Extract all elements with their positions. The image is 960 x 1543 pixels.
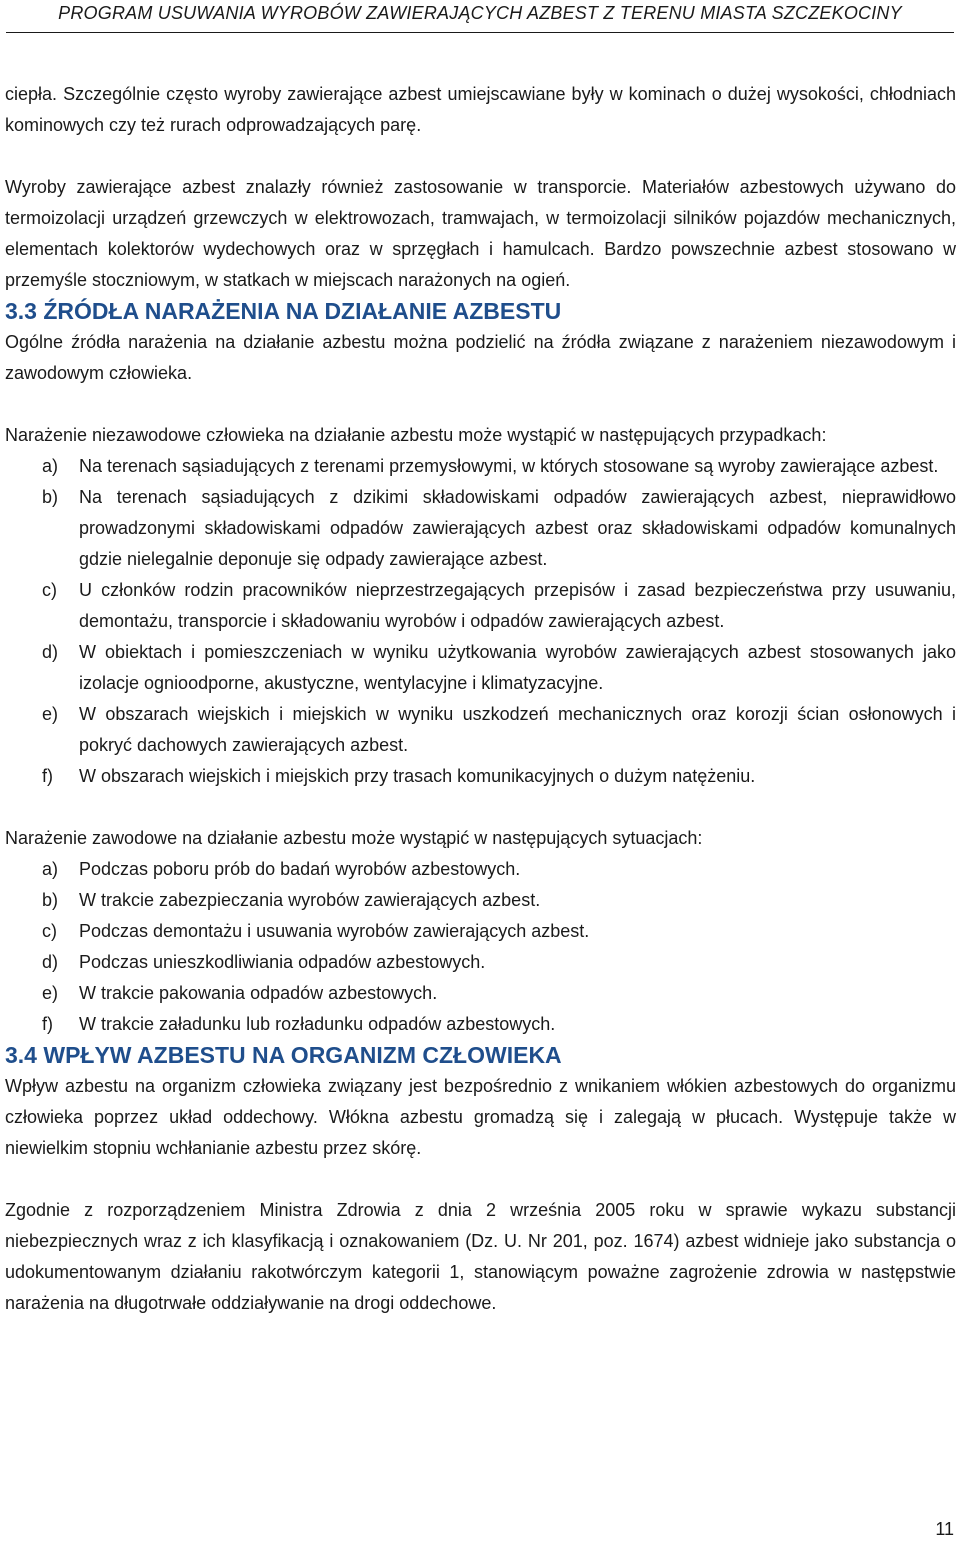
list-item	[5, 761, 956, 792]
list-marker: a)	[42, 859, 59, 879]
list-item	[5, 854, 956, 885]
list-item-text: Na terenach sąsiadujących z dzikimi składowiskami odpadów zawierających azbest, nieprawidłowo prowadzonymi składowiskami odpadów zawierających azbest oraz składowiskami odpadów komunalnych gdzie nielegalnie deponuje się odpady zawierające azbest.	[79, 487, 956, 569]
section-3-4-paragraph-1: Wpływ azbestu na organizm człowieka związany jest bezpośrednio z wnikaniem włókien azbestowych do organizmu człowieka poprzez układ oddechowy. Włókna azbestu gromadzą się i zalegają w płucach. Występuje także w niewielkim stopniu wchłanianie azbestu przez skórę.	[5, 1076, 956, 1158]
list-item	[5, 916, 956, 947]
list-item-text: Podczas poboru prób do badań wyrobów azbestowych.	[79, 859, 521, 879]
list-marker: b)	[42, 890, 59, 910]
list-item-text: Podczas unieszkodliwiania odpadów azbestowych.	[79, 952, 486, 972]
list-marker: d)	[42, 642, 59, 662]
list-item	[5, 699, 956, 761]
list-item-text: W trakcie pakowania odpadów azbestowych.	[79, 983, 438, 1003]
list-item-text: W obiektach i pomieszczeniach w wyniku użytkowania wyrobów zawierających azbest stosowanych jako izolacje ognioodporne, akustyczne, wentylacyjne i klimatyzacyjne.	[79, 642, 956, 693]
occupational-list	[5, 854, 956, 1040]
list-item	[5, 482, 956, 575]
paragraph-continuation: ciepła. Szczególnie często wyroby zawierające azbest umiejscawiane były w kominach o dużej wysokości, chłodniach kominowych czy też rurach odprowadzających parę.	[5, 84, 956, 135]
list-marker: d)	[42, 952, 59, 972]
list-item-text: W trakcie załadunku lub rozładunku odpadów azbestowych.	[79, 1014, 556, 1034]
document-body	[5, 79, 956, 1319]
list-item	[5, 575, 956, 637]
header-divider	[6, 32, 954, 33]
section-heading-3-3: 3.3 ŹRÓDŁA NARAŻENIA NA DZIAŁANIE AZBESTU	[5, 298, 562, 324]
page-number: 11	[935, 1519, 954, 1539]
list-marker: c)	[42, 580, 57, 600]
list-item	[5, 637, 956, 699]
section-3-3-intro: Ogólne źródła narażenia na działanie azbestu można podzielić na źródła związane z narażeniem niezawodowym i zawodowym człowieka.	[5, 332, 956, 383]
nonoccupational-list	[5, 451, 956, 792]
list-item-text: W obszarach wiejskich i miejskich w wyniku uszkodzeń mechanicznych oraz korozji ścian osłonowych i pokryć dachowych zawierających azbest.	[79, 704, 956, 755]
list-item	[5, 1009, 956, 1040]
list-item-text: Na terenach sąsiadujących z terenami przemysłowymi, w których stosowane są wyroby zawierające azbest.	[79, 456, 939, 476]
nonoccupational-intro: Narażenie niezawodowe człowieka na działanie azbestu może wystąpić w następujących przypadkach:	[5, 425, 827, 445]
paragraph-transport: Wyroby zawierające azbest znalazły również zastosowanie w transporcie. Materiałów azbestowych używano do termoizolacji urządzeń grzewczych w elektrowozach, tramwajach, w termoizolacji silników pojazdów mechanicznych, elementach kolektorów wydechowych oraz w sprzęgłach i hamulcach. Bardzo powszechnie azbest stosowano w przemyśle stoczniowym, w statkach w miejscach narażonych na ogień.	[5, 177, 956, 290]
list-marker: f)	[42, 1014, 53, 1034]
list-item-text: W obszarach wiejskich i miejskich przy trasach komunikacyjnych o dużym natężeniu.	[79, 766, 756, 786]
page-header: PROGRAM USUWANIA WYROBÓW ZAWIERAJĄCYCH AZBEST Z TERENU MIASTA SZCZEKOCINY	[58, 3, 902, 23]
list-item	[5, 451, 956, 482]
list-marker: e)	[42, 704, 59, 724]
list-item-text: Podczas demontażu i usuwania wyrobów zawierających azbest.	[79, 921, 590, 941]
list-item-text: U członków rodzin pracowników nieprzestrzegających przepisów i zasad bezpieczeństwa przy usuwaniu, demontażu, transporcie i składowaniu wyrobów i odpadów zawierających azbest.	[79, 580, 956, 631]
list-marker: f)	[42, 766, 53, 786]
list-marker: b)	[42, 487, 59, 507]
list-item	[5, 978, 956, 1009]
list-marker: e)	[42, 983, 59, 1003]
list-item	[5, 885, 956, 916]
section-3-4-paragraph-2: Zgodnie z rozporządzeniem Ministra Zdrowia z dnia 2 września 2005 roku w sprawie wykazu substancji niebezpiecznych wraz z ich klasyfikacją i oznakowaniem (Dz. U. Nr 201, poz. 1674) azbest widnieje jako substancja o udokumentowanym działaniu rakotwórczym kategorii 1, stanowiącym poważne zagrożenie zdrowia w następstwie narażenia na długotrwałe oddziaływanie na drogi oddechowe.	[5, 1200, 956, 1313]
list-item-text: W trakcie zabezpieczania wyrobów zawierających azbest.	[79, 890, 541, 910]
list-marker: a)	[42, 456, 59, 476]
section-heading-3-4: 3.4 WPŁYW AZBESTU NA ORGANIZM CZŁOWIEKA	[5, 1042, 562, 1068]
occupational-intro: Narażenie zawodowe na działanie azbestu może wystąpić w następujących sytuacjach:	[5, 828, 703, 848]
list-marker: c)	[42, 921, 57, 941]
list-item	[5, 947, 956, 978]
